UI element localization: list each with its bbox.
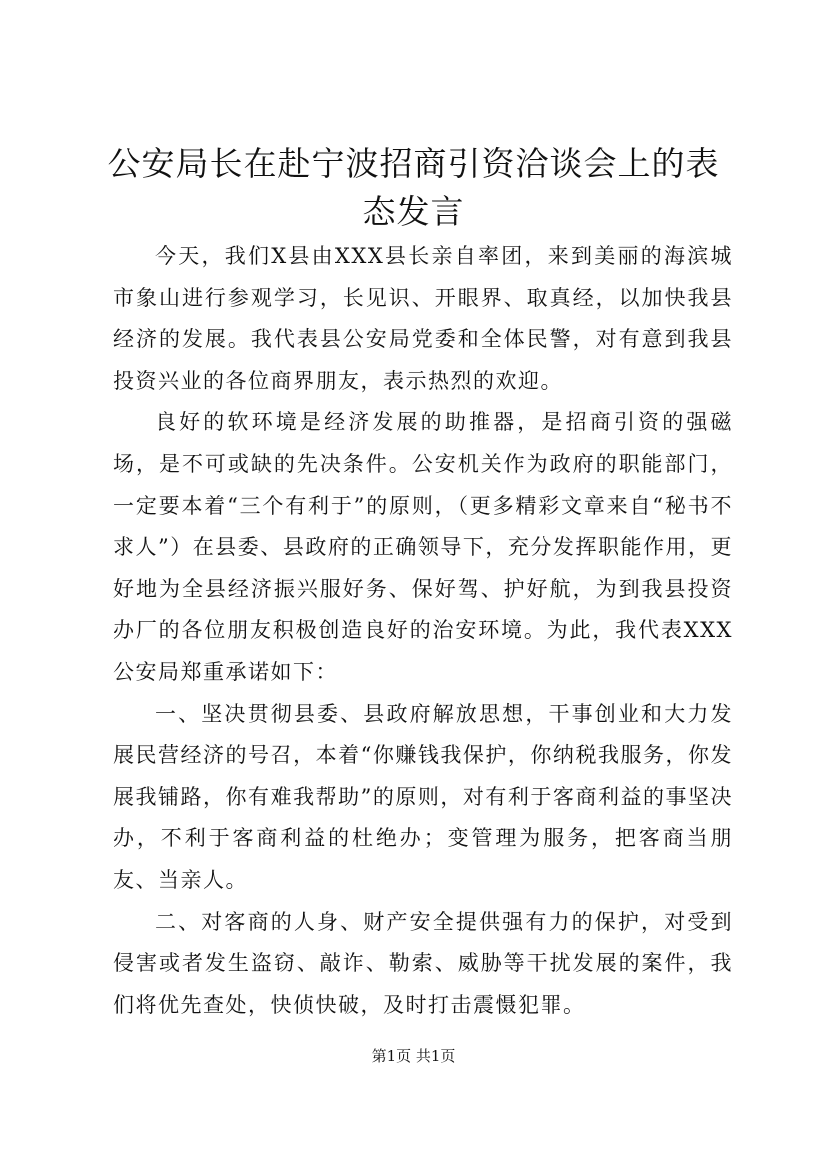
paragraph-3: 一、坚决贯彻县委、县政府解放思想，干事创业和大力发展民营经济的号召，本着“你赚钱我保护，你纳税我服务，你发展我铺路，你有难我帮助”的原则，对有利于客商利益的事坚决办，不利于客商利益的杜绝办；变管理为服务，把客商当朋友、当亲人。 — [113, 701, 733, 892]
document-body — [113, 236, 733, 1026]
paragraph-1: 今天，我们X县由XXX县长亲自率团，来到美丽的海滨城市象山进行参观学习，长见识、开眼界、取真经，以加快我县经济的发展。我代表县公安局党委和全体民警，对有意到我县投资兴业的各位商界朋友，表示热烈的欢迎。 — [113, 244, 733, 393]
paragraph-2: 良好的软环境是经济发展的助推器，是招商引资的强磁场，是不可或缺的先决条件。公安机关作为政府的职能部门，一定要本着“三个有利于”的原则，（更多精彩文章来自“秘书不求人”）在县委、县政府的正确领导下，充分发挥职能作用，更好地为全县经济振兴服好务、保好驾、护好航，为到我县投资办厂的各位朋友积极创造良好的治安环境。为此，我代表XXX公安局郑重承诺如下： — [113, 410, 733, 684]
paragraph-4: 二、对客商的人身、财产安全提供强有力的保护，对受到侵害或者发生盗窃、敲诈、勒索、威胁等干扰发展的案件，我们将优先查处，快侦快破，及时打击震慑犯罪。 — [113, 909, 733, 1017]
document-title: 公安局长在赴宁波招商引资洽谈会上的表态发言 — [107, 144, 720, 231]
page-number-footer: 第1页 共1页 — [371, 1047, 456, 1065]
